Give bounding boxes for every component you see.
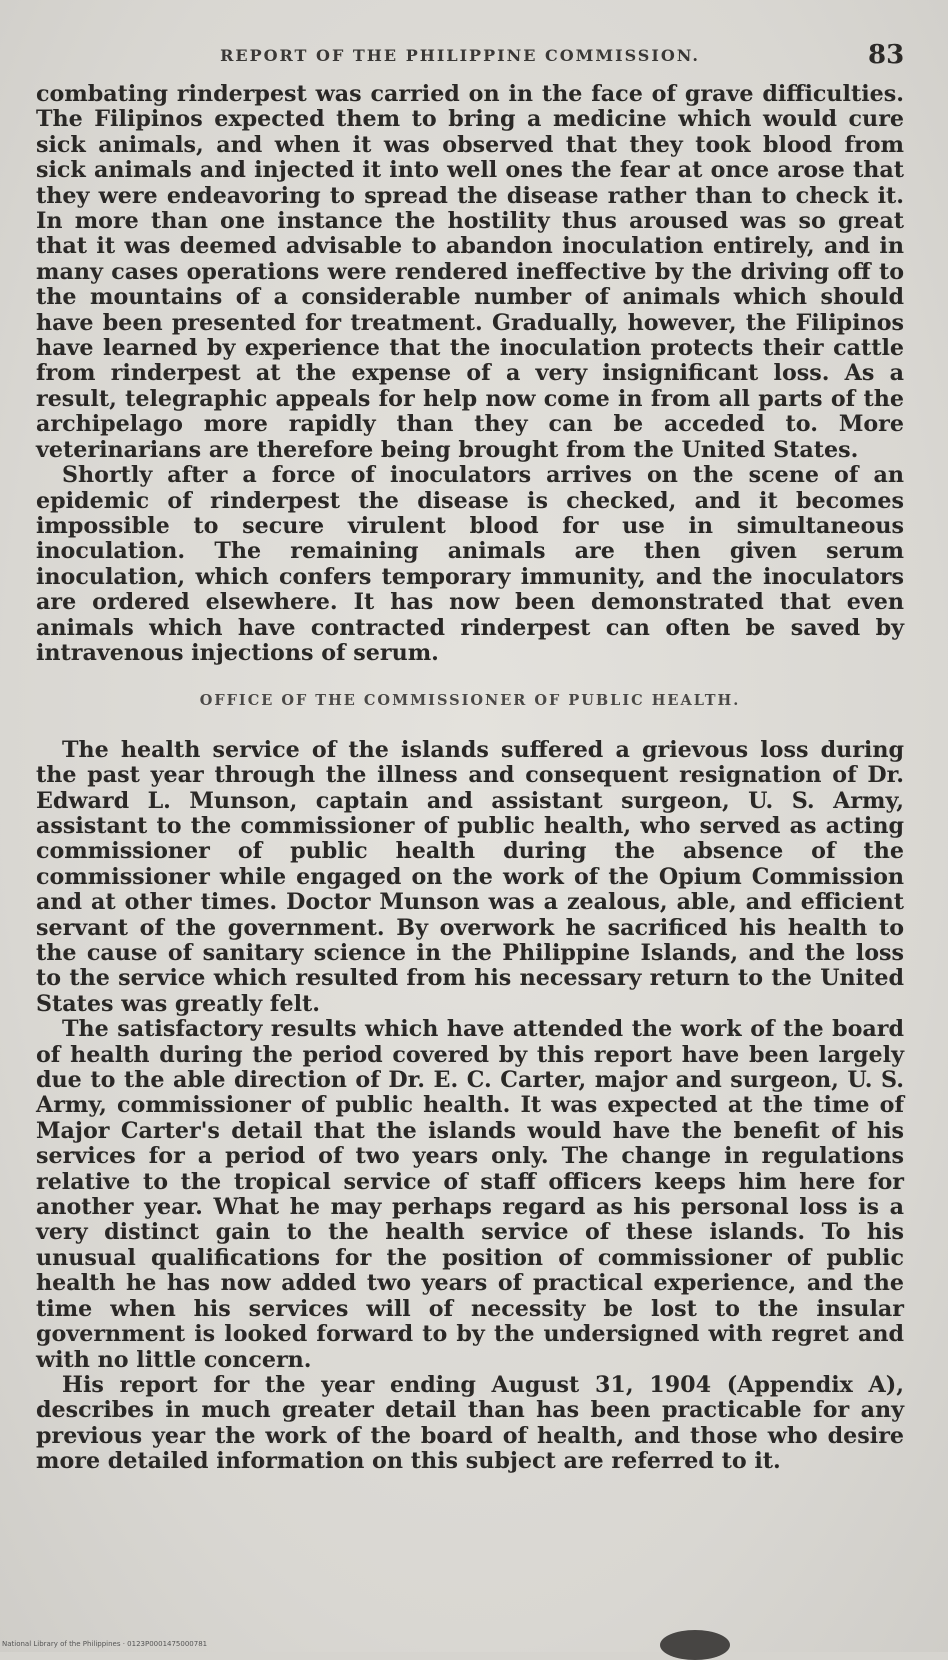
page-body xyxy=(36,82,904,1475)
scan-credit: National Library of the Philippines · 0123P0001475000781 xyxy=(2,1640,208,1648)
paragraph-appendix-report: His report for the year ending August 31, 1904 (Appendix A), describes in much greater detail than has been practicable for any previous year the work of the board of health, and those who desire more detailed information on this subject are referred to it. xyxy=(36,1371,904,1475)
scan-thumb-shadow xyxy=(660,1630,730,1660)
paragraph-carter: The satisfactory results which have attended the work of the board of health during the period covered by this report have been largely due to the able direction of Dr. E. C. Carter, major and surgeon, U. S. Army, commissioner of public health. It was expected at the time of Major Carter's detail that the islands would have the benefit of his services for a period of two years only. The change in regulations relative to the tropical service of staff officers keeps him here for another year. What he may perhaps regard as his personal loss is a very distinct gain to the health service of these islands. To his unusual qualifications for the position of commissioner of public health he has now added two years of practical experience, and the time when his services will of necessity be lost to the insular government is looked forward to by the undersigned with regret and with no little concern. xyxy=(36,1016,904,1373)
running-title: REPORT OF THE PHILIPPINE COMMISSION. xyxy=(220,46,700,65)
page-number: 83 xyxy=(868,40,905,70)
paragraph-inoculators: Shortly after a force of inoculators arrives on the scene of an epidemic of rinderpest the disease is checked, and it becomes impossible to secure virulent blood for use in simultaneous inoculation. The remaining animals are then given serum inoculation, which confers temporary immunity, and the inoculators are ordered elsewhere. It has now been demonstrated that even animals which have contracted rinderpest can often be saved by intravenous injections of serum. xyxy=(36,462,904,666)
paragraph-munson: The health service of the islands suffered a grievous loss during the past year through the illness and consequent resignation of Dr. Edward L. Munson, captain and assistant surgeon, U. S. Army, assistant to the commissioner of public health, who served as acting commissioner of public health during the absence of the commissioner while engaged on the work of the Opium Commission and at other times. Doctor Munson was a zealous, able, and efficient servant of the government. By overwork he sacrificed his health to the cause of sanitary science in the Philippine Islands, and the loss to the service which resulted from his necessary return to the United States was greatly felt. xyxy=(36,736,904,1017)
paragraph-rinderpest-difficulties: combating rinderpest was carried on in the face of grave difficulties. The Filipinos expected them to bring a medicine which would cure sick animals, and when it was observed that they took blood from sick animals and injected it into well ones the fear at once arose that they were endeavoring to spread the disease rather than to check it. In more than one instance the hostility thus aroused was so great that it was deemed advisable to abandon inoculation entirely, and in many cases operations were rendered ineffective by the driving off to the mountains of a considerable number of animals which should have been presented for treatment. Gradually, however, the Filipinos have learned by experience that the inoculation protects their cattle from rinderpest at the expense of a very insignificant loss. As a result, telegraphic appeals for help now come in from all parts of the archipelago more rapidly than they can be acceded to. More veterinarians are therefore being brought from the United States. xyxy=(36,81,904,463)
section-heading: OFFICE OF THE COMMISSIONER OF PUBLIC HEALTH. xyxy=(199,692,741,710)
